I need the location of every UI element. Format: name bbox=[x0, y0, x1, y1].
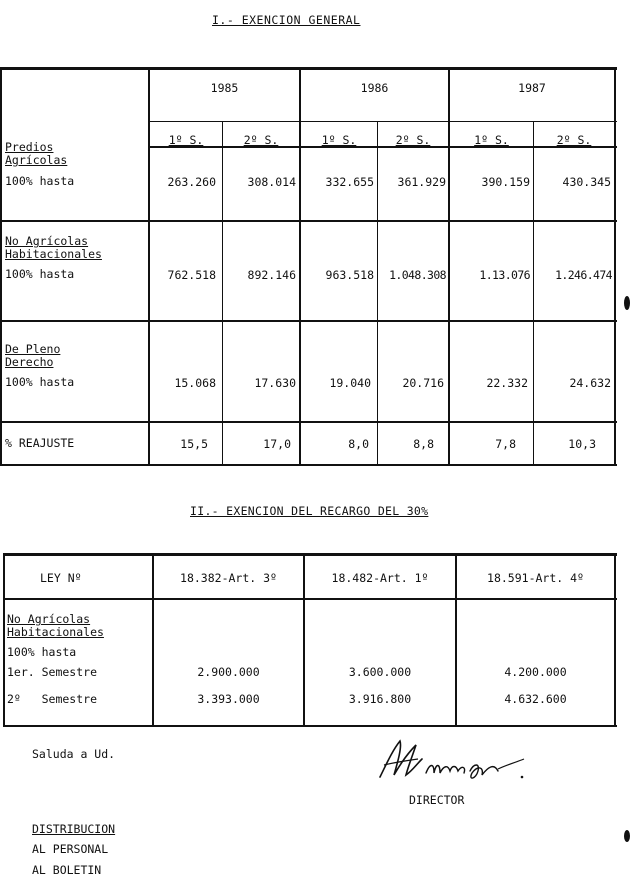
semester-header: 2º S. bbox=[556, 133, 592, 147]
table-cell: 8,0 bbox=[348, 437, 369, 451]
semester-label: 2º Semestre bbox=[7, 692, 98, 706]
row-label: Predios bbox=[5, 140, 54, 154]
table-cell: 963.518 bbox=[325, 268, 374, 282]
table-cell: 10,3 bbox=[568, 437, 596, 451]
punch-hole-mark bbox=[624, 296, 630, 310]
table-cell: 332.655 bbox=[325, 175, 374, 189]
row-label: Habitacionales bbox=[7, 625, 104, 639]
section-1-title: I.- EXENCION GENERAL bbox=[212, 13, 361, 27]
semester-header: 1º S. bbox=[168, 133, 204, 147]
law-label: LEY Nº bbox=[40, 571, 82, 585]
table-cell: 308.014 bbox=[247, 175, 296, 189]
table-cell: 17.630 bbox=[254, 376, 296, 390]
row-label: No Agrícolas bbox=[5, 234, 89, 248]
table-cell: 19.040 bbox=[329, 376, 371, 390]
col-line-3 bbox=[377, 122, 378, 466]
table-cell: 7,8 bbox=[495, 437, 516, 451]
table-cell: 17,0 bbox=[263, 437, 291, 451]
year-header: 1987 bbox=[518, 81, 546, 95]
semester-header: 2º S. bbox=[395, 133, 431, 147]
table2-border-right bbox=[614, 553, 616, 727]
table2-border-bottom bbox=[3, 725, 617, 727]
row-label: Agrícolas bbox=[5, 153, 68, 167]
table-cell: 3.916.800 bbox=[348, 692, 412, 706]
row-label: No Agrícolas bbox=[7, 612, 91, 626]
semester-label: 1er. Semestre bbox=[7, 665, 98, 679]
signature bbox=[372, 735, 532, 785]
table-cell: 1.13.076 bbox=[479, 268, 530, 282]
table-cell: 263.260 bbox=[167, 175, 216, 189]
table2-header-separator bbox=[3, 598, 617, 600]
table-cell: 2.900.000 bbox=[197, 665, 260, 679]
table-cell: 1.246.474 bbox=[555, 268, 612, 282]
law-header: 18.382-Art. 3º bbox=[180, 571, 277, 585]
row-sublabel: 100% hasta bbox=[5, 267, 75, 281]
distribution-title: DISTRIBUCION bbox=[32, 822, 116, 836]
section-2-title: II.- EXENCION DEL RECARGO DEL 30% bbox=[190, 504, 429, 518]
table-border-bottom bbox=[0, 464, 617, 466]
table-cell: 3.600.000 bbox=[348, 665, 412, 679]
row-label: % REAJUSTE bbox=[5, 436, 75, 450]
table-cell: 762.518 bbox=[167, 268, 216, 282]
table-cell: 15,5 bbox=[180, 437, 208, 451]
table-cell: 22.332 bbox=[486, 376, 528, 390]
year-header: 1985 bbox=[210, 81, 239, 95]
semester-header: 1º S. bbox=[321, 133, 357, 147]
table-cell: 430.345 bbox=[562, 175, 611, 189]
row-sublabel: 100% hasta bbox=[5, 375, 75, 389]
row-label: De Pleno bbox=[5, 342, 61, 356]
table-border-left bbox=[0, 67, 2, 466]
col-line-5 bbox=[533, 122, 534, 466]
year-header: 1986 bbox=[360, 81, 389, 95]
semester-header: 1º S. bbox=[474, 133, 509, 147]
row-sublabel: 100% hasta bbox=[7, 645, 77, 659]
distribution-item: AL PERSONAL bbox=[32, 842, 109, 856]
year-separator bbox=[150, 121, 617, 122]
table-cell: 8,8 bbox=[413, 437, 434, 451]
table-border-top bbox=[0, 67, 617, 70]
greeting: Saluda a Ud. bbox=[32, 747, 116, 761]
table2-border-top bbox=[3, 553, 617, 556]
punch-hole-mark bbox=[624, 830, 630, 842]
col-line-1 bbox=[222, 122, 223, 466]
row-separator-1 bbox=[0, 220, 617, 222]
table-cell: 15.068 bbox=[174, 376, 216, 390]
table2-border-left bbox=[3, 553, 5, 727]
table-cell: 361.929 bbox=[397, 175, 446, 189]
row-label: Derecho bbox=[5, 355, 54, 369]
law-header: 18.482-Art. 1º bbox=[331, 571, 429, 585]
law-header: 18.591-Art. 4º bbox=[487, 571, 584, 585]
table-border-right bbox=[614, 67, 616, 466]
table-cell: 20.716 bbox=[402, 376, 444, 390]
label-column-line bbox=[148, 67, 150, 466]
table-cell: 1.048.308 bbox=[389, 268, 446, 282]
year-line-2 bbox=[448, 67, 450, 466]
table-cell: 4.632.600 bbox=[504, 692, 567, 706]
table-cell: 892.146 bbox=[247, 268, 296, 282]
year-line-1 bbox=[299, 67, 301, 466]
row-label: Habitacionales bbox=[5, 247, 102, 261]
table-cell: 390.159 bbox=[481, 175, 530, 189]
semester-header: 2º S. bbox=[243, 133, 279, 147]
distribution-item: AL BOLETIN bbox=[32, 863, 102, 877]
row-separator-3 bbox=[0, 421, 617, 423]
table-cell: 4.200.000 bbox=[504, 665, 567, 679]
row-sublabel: 100% hasta bbox=[5, 174, 75, 188]
table-cell: 3.393.000 bbox=[197, 692, 260, 706]
signer-title: DIRECTOR bbox=[409, 793, 465, 807]
row-separator-2 bbox=[0, 320, 617, 322]
table-cell: 24.632 bbox=[569, 376, 611, 390]
